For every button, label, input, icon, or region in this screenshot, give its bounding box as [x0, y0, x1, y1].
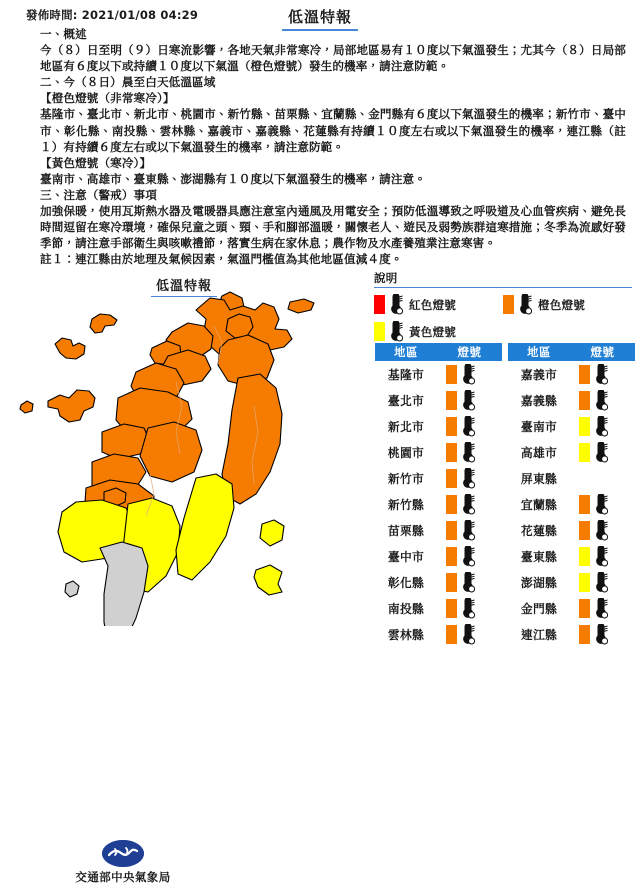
region-name: 臺中市: [387, 549, 425, 564]
map-region-kinmen-2: [20, 401, 33, 413]
region-name: 屏東縣: [520, 471, 558, 486]
region-table-header: [508, 343, 635, 361]
cwb-logo-caption: 交通部中央氣象局: [75, 870, 171, 884]
thermometer-icon: [458, 572, 477, 593]
region-warning-level: [437, 442, 502, 463]
table-row[interactable]: [508, 491, 635, 517]
table-row[interactable]: [508, 517, 635, 543]
region-warning-level: [437, 364, 502, 385]
column-header-light: 燈號: [590, 345, 615, 359]
region-warning-level: [570, 494, 635, 515]
table-row[interactable]: [508, 465, 635, 491]
thermometer-icon: [458, 624, 477, 645]
legend-row: [374, 294, 632, 315]
thermometer-icon: [591, 416, 610, 437]
taiwan-map[interactable]: [0, 286, 368, 626]
yellow-level-heading: 【黃色燈號（寒冷）】: [40, 155, 152, 170]
thermometer-icon: [386, 321, 405, 342]
section-2-heading: 二、今（８日）晨至白天低溫區域: [40, 75, 216, 90]
legend-swatch-yellow: [374, 322, 385, 341]
table-row[interactable]: [375, 413, 502, 439]
region-name: 桃園市: [387, 445, 425, 460]
region-name: 宜蘭縣: [520, 497, 558, 512]
region-name: 花蓮縣: [520, 523, 558, 538]
region-table-right-body: [508, 361, 635, 647]
thermometer-icon: [458, 390, 477, 411]
thermometer-icon: [591, 520, 610, 541]
warning-swatch-orange: [446, 625, 457, 644]
region-name: 南投縣: [387, 601, 425, 616]
region-warning-level: [570, 390, 635, 411]
legend-item-yellow: [374, 321, 503, 342]
warning-swatch-orange: [446, 417, 457, 436]
legend-label-red: 紅色燈號: [409, 297, 457, 312]
table-row[interactable]: [375, 361, 502, 387]
warning-swatch-orange: [446, 495, 457, 514]
thermometer-icon: [591, 598, 610, 619]
warning-swatch-orange: [446, 547, 457, 566]
thermometer-icon: [515, 294, 534, 315]
warning-swatch-yellow: [579, 547, 590, 566]
section-3-heading: 三、注意（警戒）事項: [40, 187, 157, 202]
legend-swatch-orange: [503, 295, 514, 314]
region-table-right: [508, 343, 635, 647]
region-table-left-body: [375, 361, 502, 647]
warning-swatch-yellow: [579, 417, 590, 436]
warning-swatch-orange: [579, 495, 590, 514]
table-row[interactable]: [508, 595, 635, 621]
map-region-lienchiang: [90, 314, 117, 333]
footnote: 註１：連江縣由於地理及氣候因素，氣溫門檻值為其他地區值減４度。: [40, 252, 403, 267]
table-row[interactable]: [508, 569, 635, 595]
yellow-level-text: 臺南市、高雄市、臺東縣、澎湖縣有１０度以下氣溫發生的機率，請注意。: [40, 171, 426, 186]
thermometer-icon: [458, 364, 477, 385]
table-row[interactable]: [508, 361, 635, 387]
map-region-pingtung: [100, 542, 148, 626]
warning-swatch-orange: [446, 573, 457, 592]
region-name: 基隆市: [387, 367, 425, 382]
region-warning-level: [570, 520, 635, 541]
map-region-kinmen: [48, 390, 95, 422]
map-region-taitung: [176, 474, 234, 580]
region-warning-level: [437, 390, 502, 411]
thermometer-icon: [591, 546, 610, 567]
table-row[interactable]: [375, 491, 502, 517]
region-warning-level: [437, 494, 502, 515]
region-warning-level: [437, 624, 502, 645]
page-title-text: 低溫特報: [282, 6, 358, 31]
column-header-area: 地區: [394, 345, 418, 359]
thermometer-icon: [458, 416, 477, 437]
thermometer-icon: [458, 442, 477, 463]
region-name: 臺東縣: [520, 549, 558, 564]
table-row[interactable]: [375, 387, 502, 413]
warning-swatch-yellow: [579, 443, 590, 462]
legend-label-yellow: 黃色燈號: [409, 324, 457, 339]
section-1-text: 今（８）日至明（９）日寒流影響，各地天氣非常寒冷，局部地區易有１０度以下氣溫發生；尤其今（８）日局部地區有６度以下或持續１０度以下氣溫（橙色燈號）發生的機率，請注意防範。: [40, 43, 626, 74]
region-warning-level: [570, 416, 635, 437]
legend-item-orange: [503, 294, 632, 315]
thermometer-icon: [458, 546, 477, 567]
table-row[interactable]: [508, 413, 635, 439]
warning-swatch-orange: [446, 469, 457, 488]
report-body: [26, 26, 626, 267]
region-name: 彰化縣: [387, 575, 425, 590]
table-row[interactable]: [508, 439, 635, 465]
region-name: 新竹縣: [387, 497, 425, 512]
warning-swatch-orange: [446, 365, 457, 384]
legend-title: 說明: [374, 270, 632, 288]
warning-swatch-orange: [446, 599, 457, 618]
cwb-wave-glyph: [102, 840, 144, 867]
map-region-penghu: [260, 520, 284, 546]
region-name: 苗栗縣: [387, 523, 425, 538]
table-row[interactable]: [375, 439, 502, 465]
orange-level-heading: 【橙色燈號（非常寒冷）】: [40, 91, 175, 106]
region-name: 連江縣: [520, 627, 558, 642]
thermometer-icon: [591, 624, 610, 645]
region-warning-level: [437, 546, 502, 567]
legend-swatch-red: [374, 295, 385, 314]
region-warning-level: [437, 468, 502, 489]
warning-swatch-orange: [446, 521, 457, 540]
map-title-text: 低溫特報: [151, 275, 217, 297]
warning-swatch-orange: [579, 625, 590, 644]
table-row[interactable]: [375, 517, 502, 543]
region-warning-level: [570, 546, 635, 567]
thermometer-icon: [458, 520, 477, 541]
issue-time: 發佈時間: 2021/01/08 04:29: [26, 8, 199, 22]
table-row[interactable]: [375, 569, 502, 595]
region-table-left: [375, 343, 502, 647]
map-panel: [0, 272, 368, 884]
legend-row: [374, 321, 632, 342]
thermometer-icon: [591, 572, 610, 593]
thermometer-icon: [591, 364, 610, 385]
warning-swatch-orange: [446, 391, 457, 410]
table-row[interactable]: [375, 621, 502, 647]
region-warning-level: [570, 442, 635, 463]
thermometer-icon: [591, 442, 610, 463]
map-region-lienchiang-2: [55, 338, 85, 359]
cwb-emblem-icon: [102, 840, 144, 867]
section-1-heading: 一、概述: [40, 27, 87, 41]
table-row[interactable]: [375, 595, 502, 621]
thermometer-icon: [591, 390, 610, 411]
region-warning-level: [570, 624, 635, 645]
thermometer-icon: [458, 598, 477, 619]
region-name: 高雄市: [520, 445, 558, 460]
map-region-penghu-2: [254, 565, 282, 595]
region-name: 臺南市: [520, 419, 558, 434]
region-warning-level: [437, 416, 502, 437]
orange-level-text: 基隆市、臺北市、新北市、桃園市、新竹縣、苗栗縣、宜蘭縣、金門縣有６度以下氣溫發生的機率；新竹市、臺中市、彰化縣、南投縣、雲林縣、嘉義市、嘉義縣、花蓮縣有持續１０度左右或以下氣溫發生的機率，連江縣（註１）有持續６度左右或以下氣溫發生的機率，請注意防範。: [40, 107, 626, 154]
legend-panel: [374, 270, 632, 342]
thermometer-icon: [386, 294, 405, 315]
region-name: 澎湖縣: [520, 575, 558, 590]
warning-swatch-orange: [579, 365, 590, 384]
map-region-liuqiu: [65, 581, 79, 597]
warning-swatch-orange: [579, 599, 590, 618]
table-row[interactable]: [508, 543, 635, 569]
region-warning-level: [437, 520, 502, 541]
region-name: 新竹市: [387, 471, 425, 486]
warning-swatch-orange: [579, 521, 590, 540]
thermometer-icon: [458, 468, 477, 489]
region-name: 嘉義縣: [520, 393, 558, 408]
region-warning-level: [570, 364, 635, 385]
region-warning-level: [570, 598, 635, 619]
region-warning-level: [570, 572, 635, 593]
thermometer-icon: [591, 494, 610, 515]
warning-swatch-orange: [579, 391, 590, 410]
section-3-text: 加強保暖，使用瓦斯熱水器及電暖器具應注意室內通風及用電安全；預防低溫導致之呼吸道及心血管疾病、避免長時間逗留在寒冷環境，確保兒童之頭、頸、手和腳部溫暖，關懷老人、遊民及弱勢族群這寒措施；冬季為流感好發季節，請注意手部衛生與咳嗽禮節，落實生病在家休息；農作物及水產養殖業注意寒害。: [40, 204, 626, 251]
region-name: 金門縣: [520, 601, 558, 616]
region-name: 雲林縣: [387, 627, 425, 642]
region-warning-level: [437, 572, 502, 593]
column-header-area: 地區: [527, 345, 551, 359]
table-row[interactable]: [508, 621, 635, 647]
region-name: 臺北市: [387, 393, 425, 408]
thermometer-icon: [458, 494, 477, 515]
table-row[interactable]: [375, 543, 502, 569]
table-row[interactable]: [375, 465, 502, 491]
warning-swatch-orange: [446, 443, 457, 462]
table-row[interactable]: [508, 387, 635, 413]
region-name: 嘉義市: [520, 367, 558, 382]
map-region-guishan: [288, 299, 314, 313]
region-table-header: [375, 343, 502, 361]
warning-swatch-yellow: [579, 573, 590, 592]
legend-item-red: [374, 294, 503, 315]
cwb-logo: [48, 840, 198, 885]
region-warning-level: [437, 598, 502, 619]
legend-label-orange: 橙色燈號: [538, 297, 586, 312]
column-header-light: 燈號: [457, 345, 482, 359]
region-name: 新北市: [387, 419, 425, 434]
map-region-nantou: [140, 422, 202, 482]
